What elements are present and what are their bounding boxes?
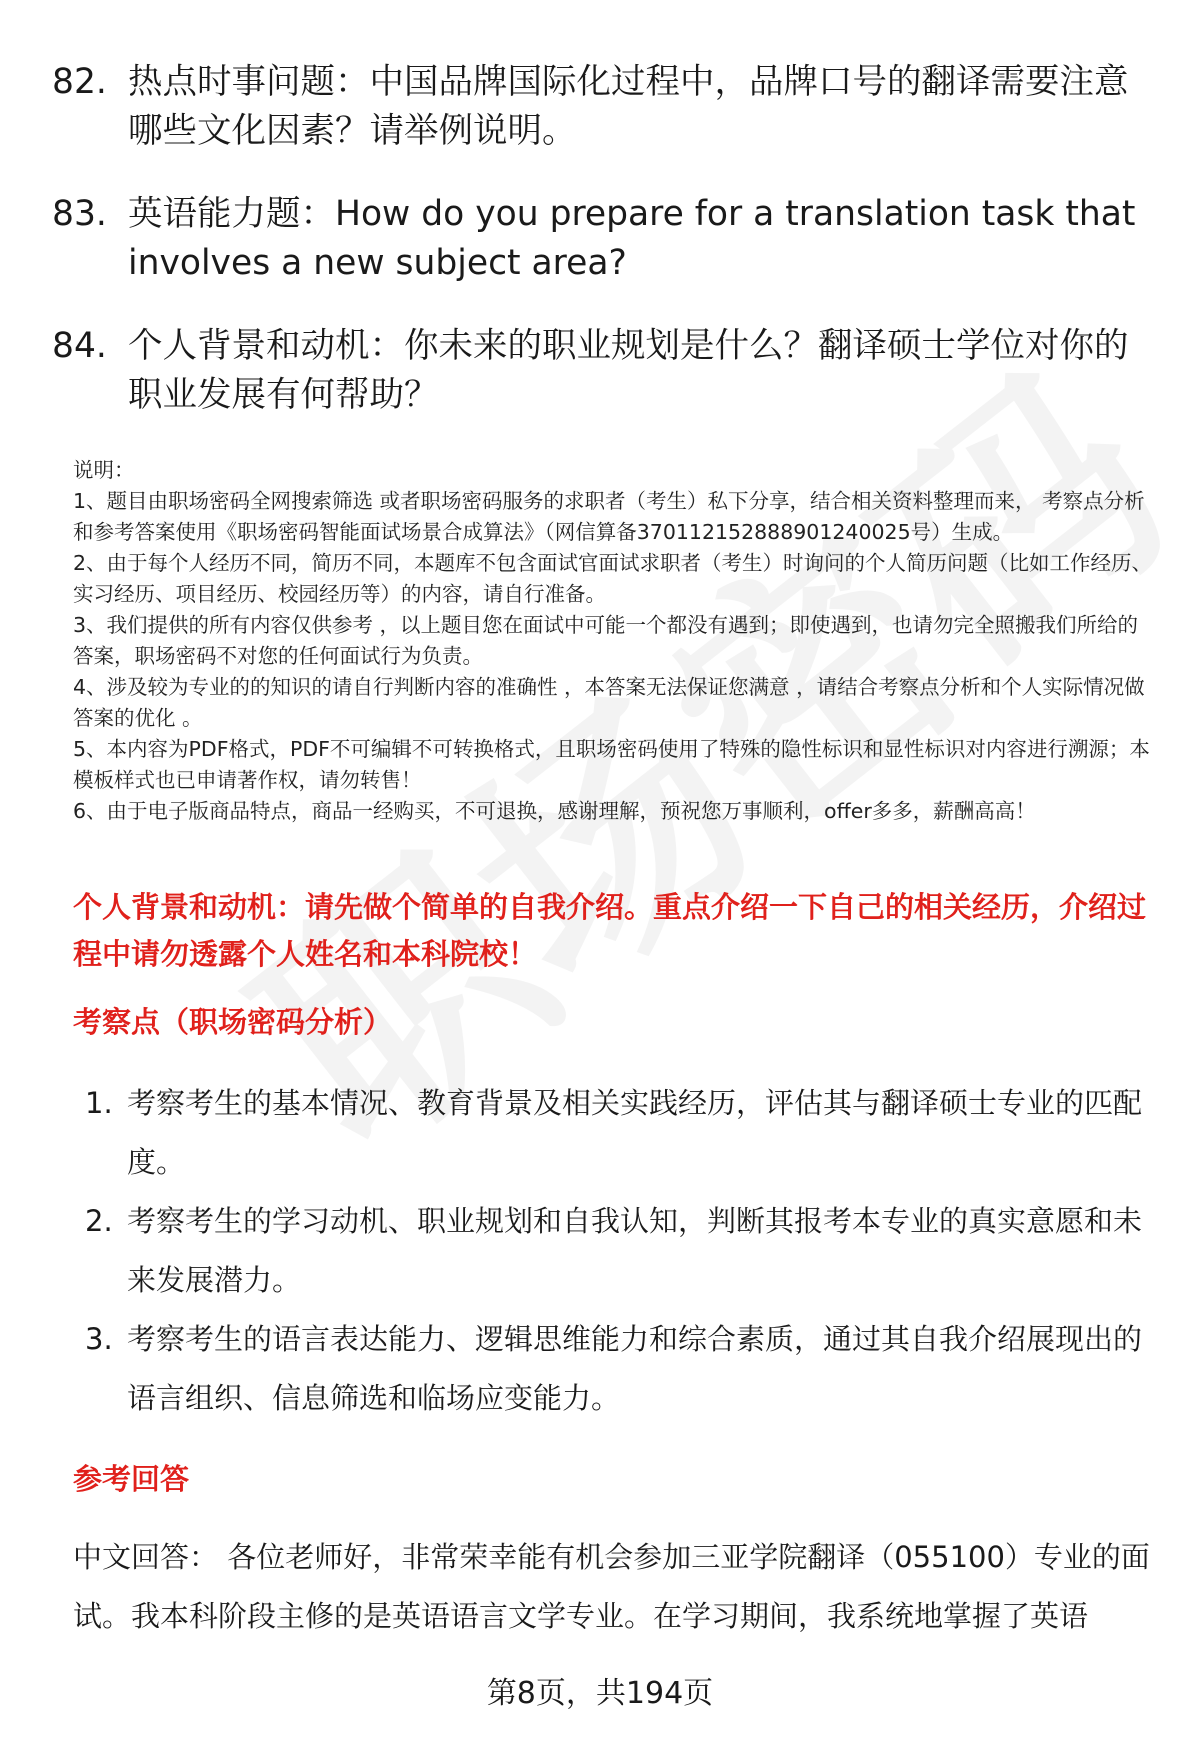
question-list [52,58,1162,454]
notes-title: 说明： [73,458,135,482]
question-item [52,58,1162,156]
analysis-points [85,1074,1163,1428]
analysis-heading: 考察点（职场密码分析） [73,1005,393,1039]
question-number: 83. [52,194,107,234]
note-item: 5、本内容为PDF格式，PDF不可编辑不可转换格式，且职场密码使用了特殊的隐性标识和显性标识对内容进行溯源；本模板样式也已申请著作权，请勿转售！ [73,737,1150,792]
analysis-point [85,1074,1163,1192]
note-item: 1、题目由职场密码全网搜索筛选 或者职场密码服务的求职者（考生）私下分享，结合相关资料整理而来， 考察点分析和参考答案使用《职场密码智能面试场景合成算法》（网信算备370112152888901240025号）生成。 [73,489,1145,544]
reference-heading: 参考回答 [73,1462,190,1496]
question-text: 热点时事问题：中国品牌国际化过程中，品牌口号的翻译需要注意哪些文化因素？请举例说明。 [128,62,1129,151]
notes-section [73,455,1158,827]
question-text: 个人背景和动机：你未来的职业规划是什么？翻译硕士学位对你的职业发展有何帮助？ [128,326,1129,415]
point-text: 考察考生的基本情况、教育背景及相关实践经历，评估其与翻译硕士专业的匹配度。 [127,1086,1143,1179]
question-item [52,190,1162,288]
question-number: 82. [52,62,107,102]
note-item: 2、由于每个人经历不同，简历不同，本题库不包含面试官面试求职者（考生）时询问的个人简历问题（比如工作经历、实习经历、项目经历、校园经历等）的内容，请自行准备。 [73,551,1153,606]
analysis-point [85,1192,1163,1310]
page-number: 第8页，共194页 [486,1676,714,1711]
point-number: 2. [85,1204,113,1238]
question-text: 英语能力题：How do you prepare for a translation task that involves a new subject area? [128,194,1136,283]
note-item: 6、由于电子版商品特点，商品一经购买，不可退换，感谢理解，预祝您万事顺利，offer多多，薪酬高高！ [73,799,1036,823]
point-number: 1. [85,1086,113,1120]
question-number: 84. [52,326,107,366]
question-item [52,322,1162,420]
point-text: 考察考生的语言表达能力、逻辑思维能力和综合素质，通过其自我介绍展现出的语言组织、信息筛选和临场应变能力。 [127,1322,1143,1415]
current-question-heading: 个人背景和动机：请先做个简单的自我介绍。重点介绍一下自己的相关经历，介绍过程中请勿透露个人姓名和本科院校！ [73,890,1147,971]
note-item: 4、涉及较为专业的的知识的请自行判断内容的准确性 ，本答案无法保证您满意 ，请结合考察点分析和个人实际情况做答案的优化 。 [73,675,1145,730]
point-text: 考察考生的学习动机、职业规划和自我认知，判断其报考本专业的真实意愿和未来发展潜力。 [127,1204,1143,1297]
reference-answer: 中文回答： 各位老师好，非常荣幸能有机会参加三亚学院翻译（055100）专业的面试。我本科阶段主修的是英语语言文学专业。在学习期间，我系统地掌握了英语 [73,1540,1150,1633]
note-item: 3、我们提供的所有内容仅供参考 ，以上题目您在面试中可能一个都没有遇到；即使遇到，也请勿完全照搬我们所给的答案，职场密码不对您的任何面试行为负责。 [73,613,1139,668]
point-number: 3. [85,1322,113,1356]
analysis-point [85,1310,1163,1428]
